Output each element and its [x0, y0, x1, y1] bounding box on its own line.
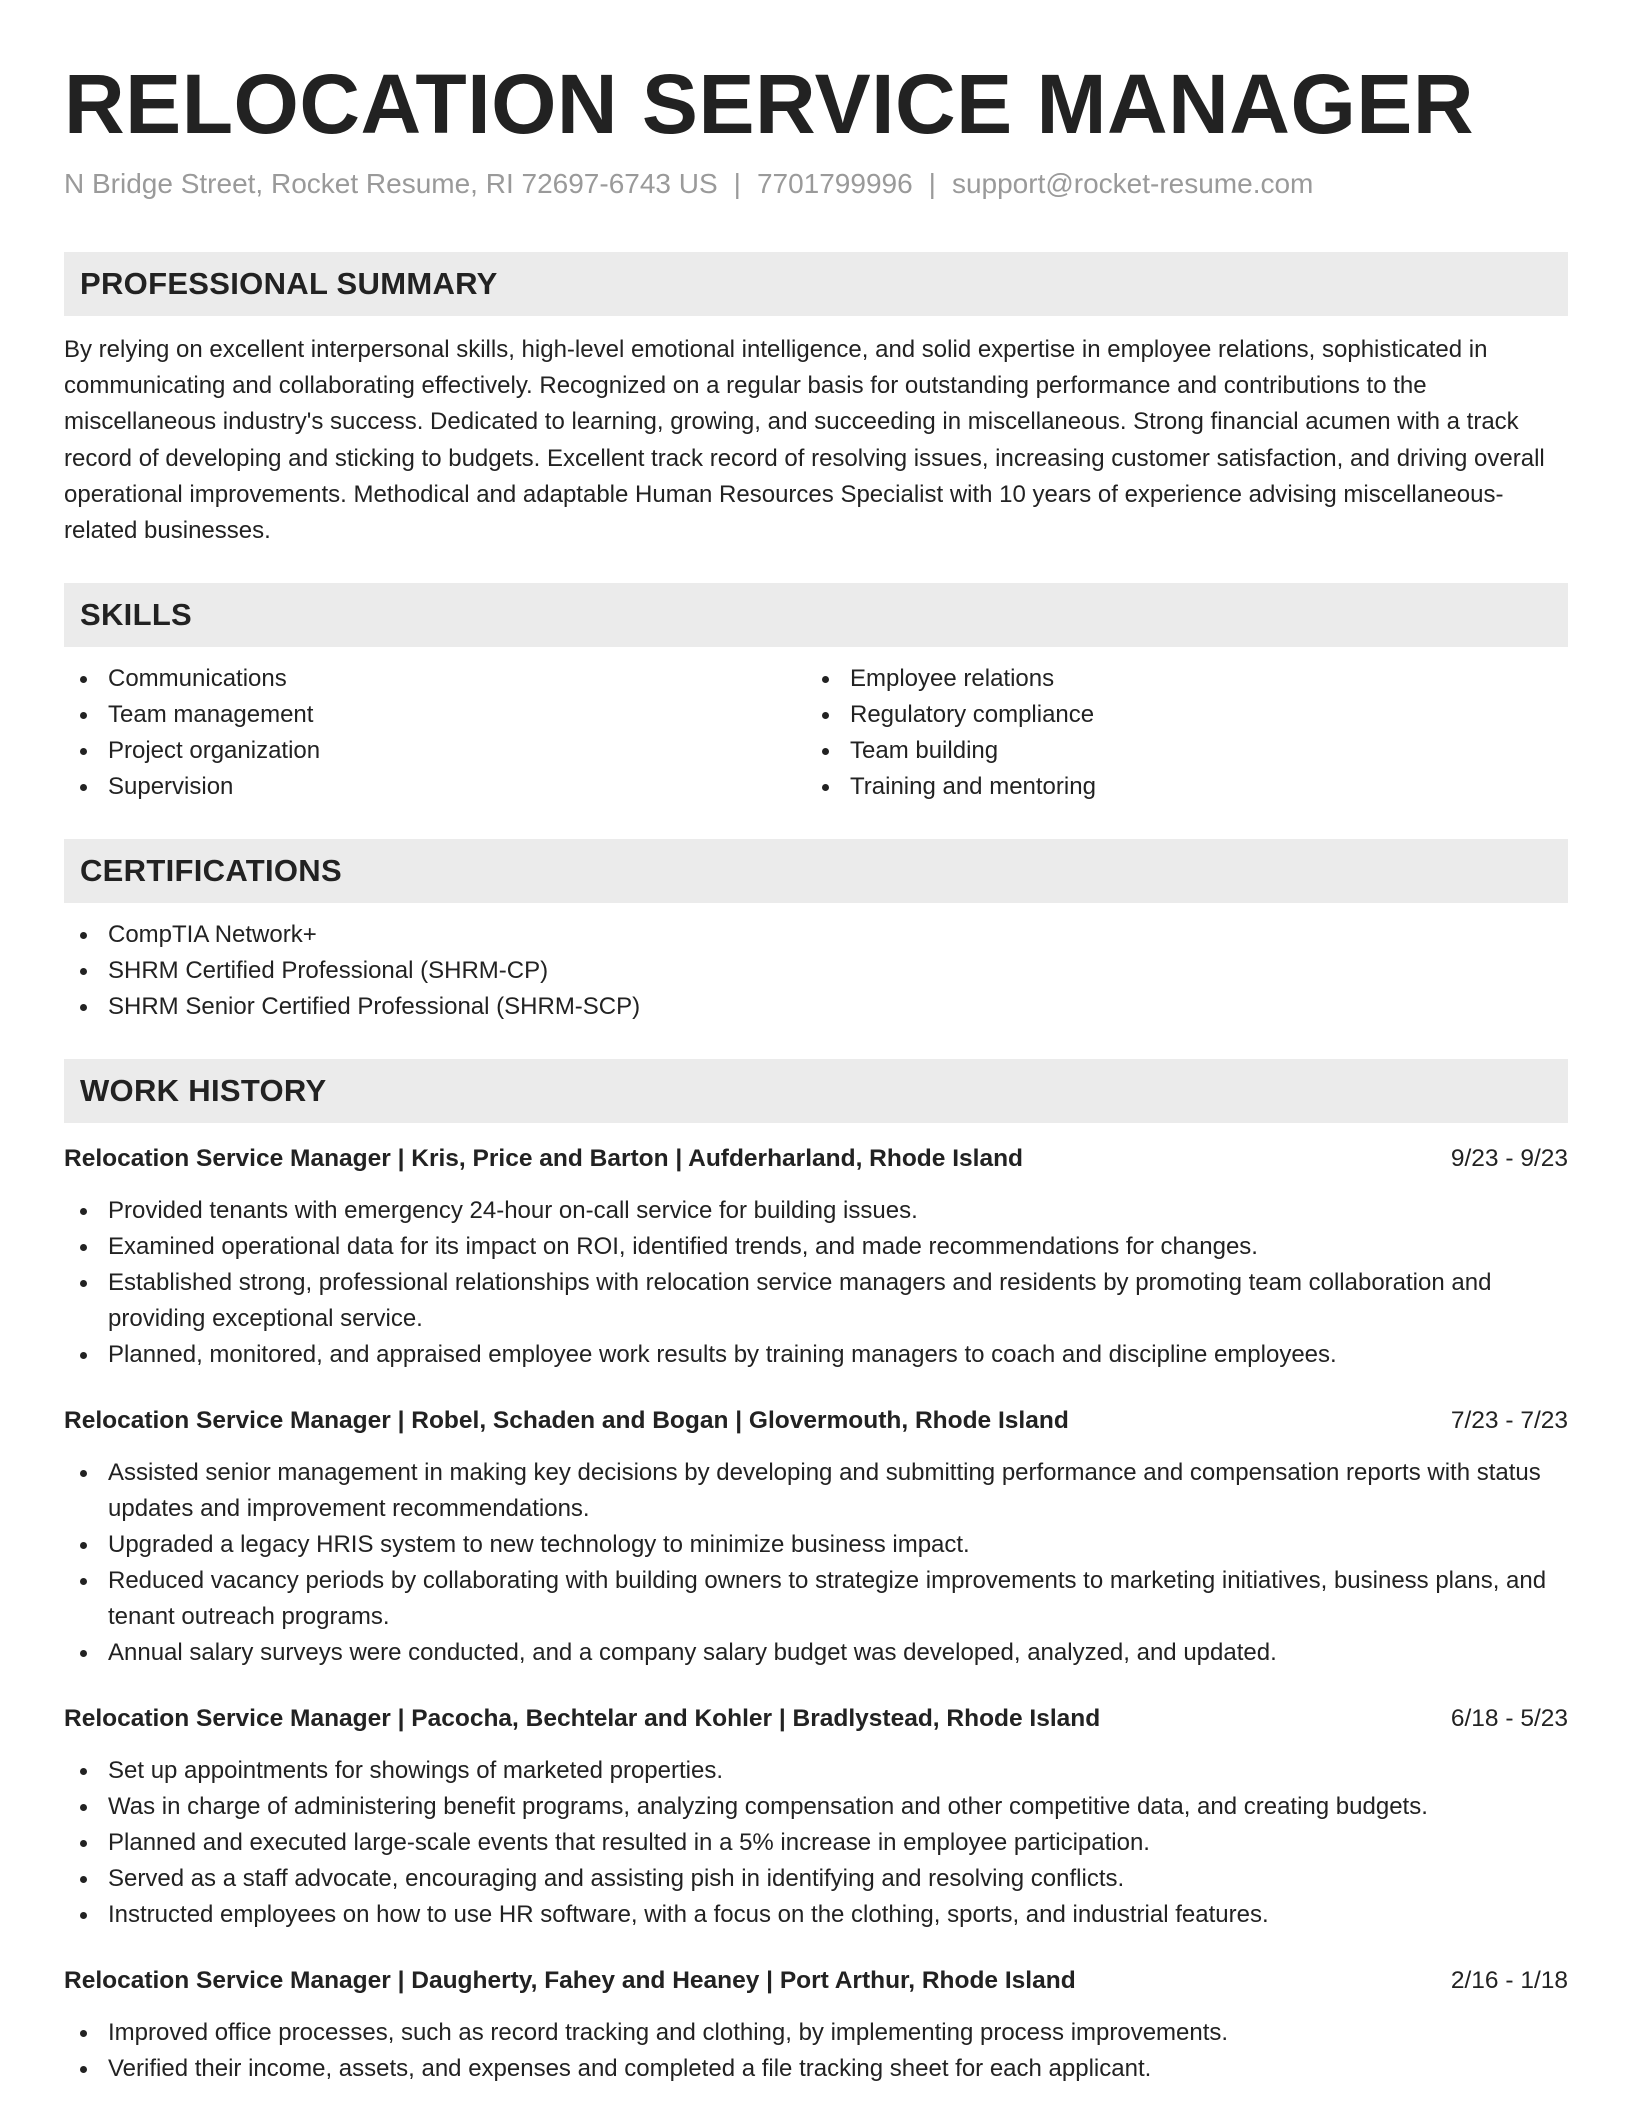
job-bullets	[64, 1455, 1568, 1671]
skill-item: Team management	[64, 697, 806, 733]
job-bullet: Upgraded a legacy HRIS system to new technology to minimize business impact.	[64, 1527, 1568, 1563]
contact-separator: |	[733, 168, 741, 199]
contact-address: N Bridge Street, Rocket Resume, RI 72697-6743 US	[64, 168, 718, 199]
job-bullet: Set up appointments for showings of marketed properties.	[64, 1753, 1568, 1789]
resume-name: RELOCATION SERVICE MANAGER	[64, 57, 1474, 151]
job-entry	[64, 1963, 1568, 2087]
job-title: Relocation Service Manager | Kris, Price and Barton | Aufderharland, Rhode Island	[64, 1145, 1024, 1173]
job-bullets	[64, 1753, 1568, 1933]
job-bullet: Planned, monitored, and appraised employee work results by training managers to coach and discipline employees.	[64, 1337, 1568, 1373]
contact-email: support@rocket-resume.com	[951, 168, 1314, 199]
job-bullet: Served as a staff advocate, encouraging and assisting pish in identifying and resolving conflicts.	[64, 1861, 1568, 1897]
job-bullet: Reduced vacancy periods by collaborating with building owners to strategize improvements to marketing initiatives, business plans, and tenant outreach programs.	[64, 1563, 1568, 1635]
contact-separator: |	[928, 168, 936, 199]
certification-item: SHRM Certified Professional (SHRM-CP)	[64, 953, 1568, 989]
skill-item: Employee relations	[806, 661, 1568, 697]
certification-item: CompTIA Network+	[64, 917, 1568, 953]
job-dates: 6/18 - 5/23	[1450, 1705, 1568, 1733]
job-entry	[64, 1141, 1568, 1373]
job-title: Relocation Service Manager | Pacocha, Bechtelar and Kohler | Bradlystead, Rhode Island	[64, 1705, 1101, 1733]
job-title-row	[64, 1701, 1568, 1737]
job-bullet: Examined operational data for its impact on ROI, identified trends, and made recommendations for changes.	[64, 1229, 1568, 1265]
contact-line	[64, 166, 1568, 202]
skill-item: Project organization	[64, 733, 806, 769]
section-heading-summary: PROFESSIONAL SUMMARY	[64, 252, 1568, 316]
skills-list-left	[64, 661, 806, 805]
job-bullet: Was in charge of administering benefit programs, analyzing compensation and other competitive data, and creating budgets.	[64, 1789, 1568, 1825]
job-entry	[64, 1403, 1568, 1671]
skill-item: Supervision	[64, 769, 806, 805]
job-bullet: Annual salary surveys were conducted, and a company salary budget was developed, analyzed, and updated.	[64, 1635, 1568, 1671]
job-bullet: Verified their income, assets, and expenses and completed a file tracking sheet for each applicant.	[64, 2051, 1568, 2087]
skill-item: Communications	[64, 661, 806, 697]
skills-grid	[64, 661, 1568, 805]
skill-item: Team building	[806, 733, 1568, 769]
summary-text: By relying on excellent interpersonal skills, high-level emotional intelligence, and solid expertise in employee relations, sophisticated in communicating and collaborating effectively. Recognized on a regular basis for outstanding performance and contributions to the miscellaneous industry's success. Dedicated to learning, growing, and succeeding in miscellaneous. Strong financial acumen with a track record of developing and sticking to budgets. Excellent track record of resolving issues, increasing customer satisfaction, and driving overall operational improvements. Methodical and adaptable Human Resources Specialist with 10 years of experience advising miscellaneous-related businesses.	[64, 336, 1545, 545]
job-bullet: Instructed employees on how to use HR software, with a focus on the clothing, sports, and industrial features.	[64, 1897, 1568, 1933]
job-bullet: Planned and executed large-scale events that resulted in a 5% increase in employee participation.	[64, 1825, 1568, 1861]
job-bullet: Established strong, professional relationships with relocation service managers and residents by promoting team collaboration and providing exceptional service.	[64, 1265, 1568, 1337]
section-heading-work-history: WORK HISTORY	[64, 1059, 1568, 1123]
job-title: Relocation Service Manager | Daugherty, Fahey and Heaney | Port Arthur, Rhode Island	[64, 1967, 1076, 1995]
job-dates: 2/16 - 1/18	[1450, 1967, 1568, 1995]
section-heading-certifications: CERTIFICATIONS	[64, 839, 1568, 903]
job-bullet: Improved office processes, such as record tracking and clothing, by implementing process improvements.	[64, 2015, 1568, 2051]
job-bullet: Assisted senior management in making key decisions by developing and submitting performance and compensation reports with status updates and improvement recommendations.	[64, 1455, 1568, 1527]
skills-list-right	[806, 661, 1568, 805]
section-heading-skills: SKILLS	[64, 583, 1568, 647]
job-title-row	[64, 1141, 1568, 1177]
job-title-row	[64, 1403, 1568, 1439]
job-title-row	[64, 1963, 1568, 1999]
job-dates: 9/23 - 9/23	[1450, 1145, 1568, 1173]
job-bullet: Provided tenants with emergency 24-hour on-call service for building issues.	[64, 1193, 1568, 1229]
job-dates: 7/23 - 7/23	[1450, 1407, 1568, 1435]
job-entry	[64, 1701, 1568, 1933]
contact-phone: 7701799996	[756, 168, 913, 199]
certifications-list	[64, 917, 1568, 1025]
skill-item: Training and mentoring	[806, 769, 1568, 805]
job-bullets	[64, 2015, 1568, 2087]
skill-item: Regulatory compliance	[806, 697, 1568, 733]
job-bullets	[64, 1193, 1568, 1373]
certification-item: SHRM Senior Certified Professional (SHRM-SCP)	[64, 989, 1568, 1025]
job-title: Relocation Service Manager | Robel, Schaden and Bogan | Glovermouth, Rhode Island	[64, 1407, 1069, 1435]
